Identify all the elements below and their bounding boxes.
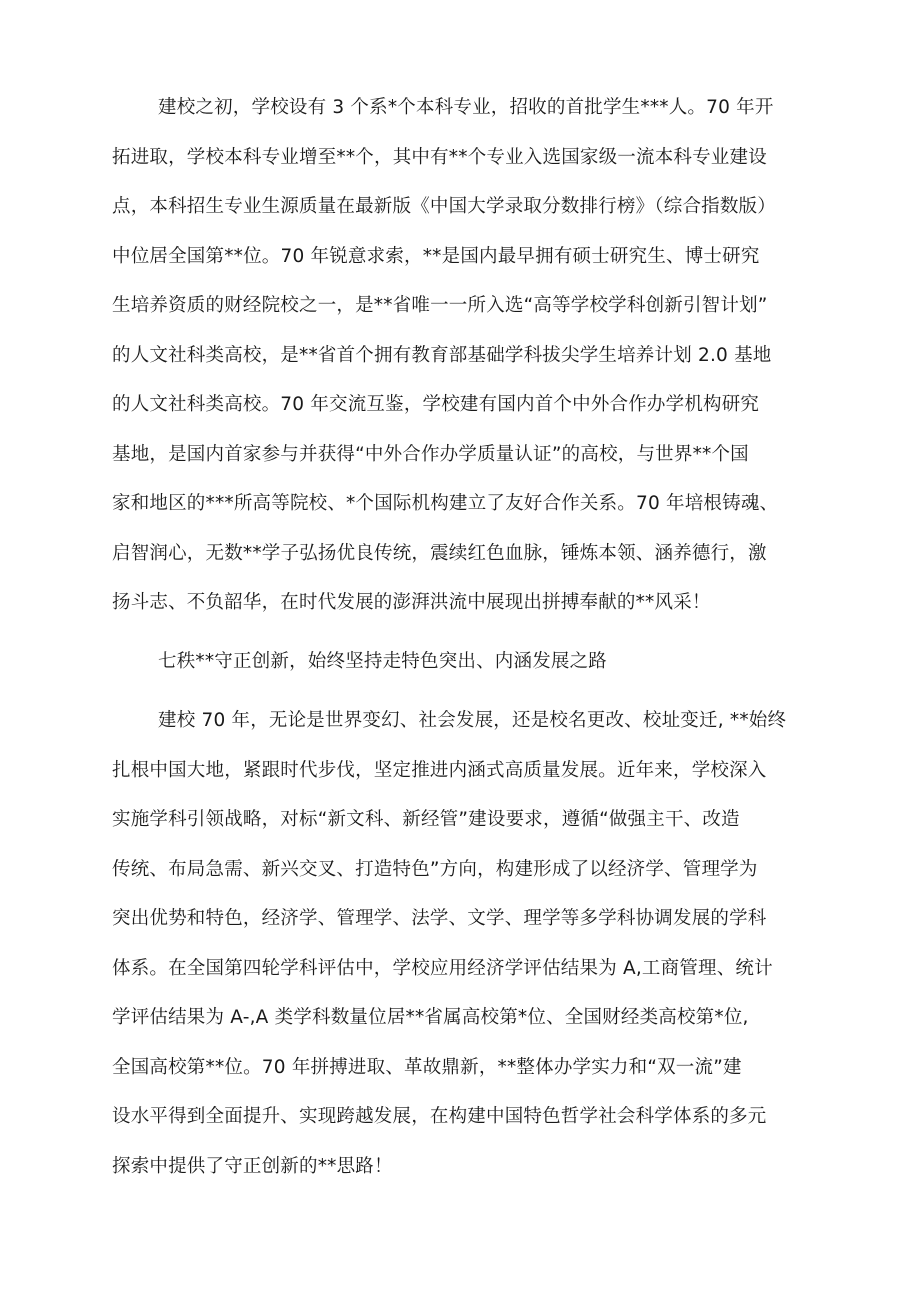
paragraph-2-line-8: 全国高校第**位。70 年拼搏进取、革故鼎新，**整体办学实力和“双一流”建 [112,1057,742,1078]
paragraph-1-line-9: 家和地区的***所高等院校、*个国际机构建立了友好合作关系。70 年培根铸魂、 [112,493,779,514]
paragraph-1-line-5: 生培养资质的财经院校之一，是**省唯一一所入选“高等学校学科创新引智计划” [112,295,768,316]
paragraph-2-line-7: 学评估结果为 A-,A 类学科数量位居**省属高校第*位、全国财经类高校第*位, [112,1007,749,1028]
paragraph-1-line-2: 拓进取，学校本科专业增至**个，其中有**个专业入选国家级一流本科专业建设 [112,147,767,168]
paragraph-1-line-7: 的人文社科类高校。70 年交流互鉴，学校建有国内首个中外合作办学机构研究 [112,394,760,415]
paragraph-2-line-6: 体系。在全国第四轮学科评估中，学校应用经济学评估结果为 A,工商管理、统计 [112,958,773,979]
paragraph-2-line-3: 实施学科引领战略，对标“新文科、新经管”建设要求，遵循“做强主干、改造 [112,809,740,830]
paragraph-1-line-11: 扬斗志、不负韶华，在时代发展的澎湃洪流中展现出拼搏奉献的**风采！ [112,592,711,613]
paragraph-1-line-4: 中位居全国第**位。70 年锐意求索，**是国内最早拥有硕士研究生、博士研究 [112,246,760,267]
paragraph-2-line-10: 探索中提供了守正创新的**思路！ [112,1156,393,1177]
paragraph-1-line-1: 建校之初，学校设有 3 个系*个本科专业，招收的首批学生***人。70 年开 [158,97,774,118]
paragraph-2-line-1: 建校 70 年，无论是世界变幻、社会发展，还是校名更改、校址变迁, **始终 [158,710,787,731]
paragraph-1-line-6: 的人文社科类高校，是**省首个拥有教育部基础学科拔尖学生培养计划 2.0 基地 [112,345,772,366]
paragraph-1-line-10: 启智润心，无数**学子弘扬优良传统，震续红色血脉，锤炼本领、涵养德行，激 [112,543,767,564]
paragraph-2-line-4: 传统、布局急需、新兴交叉、打造特色”方向，构建形成了以经济学、管理学为 [112,859,758,880]
paragraph-2-line-5: 突出优势和特色，经济学、管理学、法学、文学、理学等多学科协调发展的学科 [112,908,767,929]
paragraph-2-line-2: 扎根中国大地，紧跟时代步伐，坚定推进内涵式高质量发展。近年来，学校深入 [112,760,767,781]
paragraph-1-line-8: 基地，是国内首家参与并获得“中外合作办学质量认证”的高校，与世界**个国 [112,444,749,465]
paragraph-1-line-3: 点，本科招生专业生源质量在最新版《中国大学录取分数排行榜》（综合指数版） [112,196,776,217]
paragraph-2-line-9: 设水平得到全面提升、实现跨越发展，在构建中国特色哲学社会科学体系的多元 [112,1106,767,1127]
section-heading: 七秩**守正创新，始终坚持走特色突出、内涵发展之路 [158,651,608,672]
